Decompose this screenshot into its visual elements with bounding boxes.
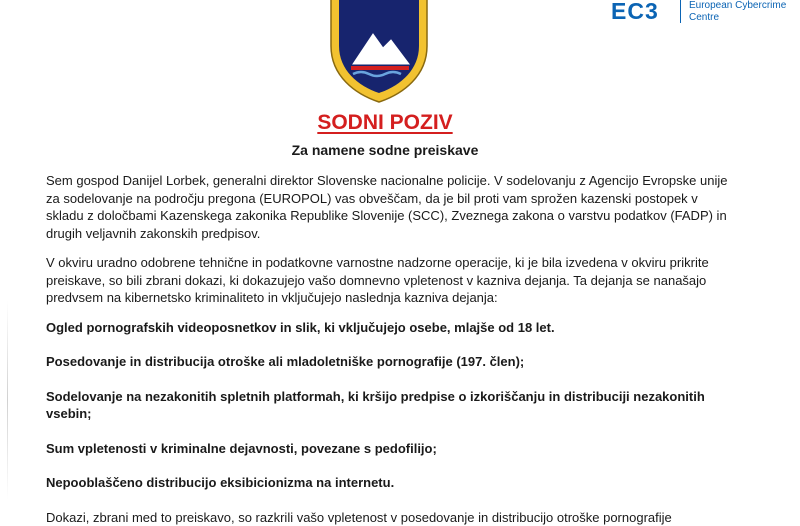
document-body — [46, 172, 736, 526]
ec3-divider — [680, 0, 681, 23]
offense-item: Sodelovanje na nezakonitih spletnih platformah, ki kršijo predpise o izkoriščanju in distribuciji nezakonitih vsebin; — [46, 388, 736, 423]
offense-item: Sum vpletenosti v kriminalne dejavnosti, povezane s pedofilijo; — [46, 440, 736, 458]
badge-top-band — [339, 0, 419, 12]
police-badge-icon — [323, 0, 435, 106]
title-block — [0, 110, 770, 159]
cut-off-paragraph: Dokazi, zbrani med to preiskavo, so razkrili vašo vpletenost v posedovanje in distribucijo otroške pornografije — [46, 509, 736, 526]
offense-item: Posedovanje in distribucija otroške ali mladoletniške pornografije (197. člen); — [46, 353, 736, 371]
intro-paragraph: Sem gospod Danijel Lorbek, generalni direktor Slovenske nacionalne policije. V sodelovanju z Agencijo Evropske unije za sodelovanje na področju pregona (EUROPOL) vas obveščam, da je bil proti vam sprožen kazenski postopek v skladu z določbami Kazenskega zakonika Republike Slovenije (SCC), Zveznega zakona o varstvu podatkov (FADP) in drugih veljavnih zakonskih predpisov. — [46, 172, 736, 242]
scan-edge — [7, 300, 8, 500]
document-subtitle: Za namene sodne preiskave — [0, 141, 770, 159]
ec3-line-1: European Cybercrime — [689, 0, 786, 12]
offense-item: Ogled pornografskih videoposnetkov in slik, ki vključujejo osebe, mlajše od 18 let. — [46, 319, 736, 337]
police-badge-logo — [323, 0, 435, 106]
ec3-mark: EC3 — [611, 0, 659, 25]
document-title: SODNI POZIV — [317, 110, 452, 136]
ec3-logo — [605, 0, 800, 26]
ec3-line-2: Centre — [689, 12, 786, 24]
offense-item: Nepooblaščeno distribucijo eksibicionizma na internetu. — [46, 474, 736, 492]
ec3-text — [689, 0, 786, 24]
evidence-paragraph: V okviru uradno odobrene tehnične in podatkovne varnostne nadzorne operacije, ki je bila izvedena v okviru prikrite preiskave, so bili zbrani dokazi, ki dokazujejo vašo domnevno vpletenost v kazniva dejanja. Ta dejanja se nanašajo predvsem na kibernetsko kriminaliteto in vključujejo naslednja kazniva dejanja: — [46, 254, 736, 307]
